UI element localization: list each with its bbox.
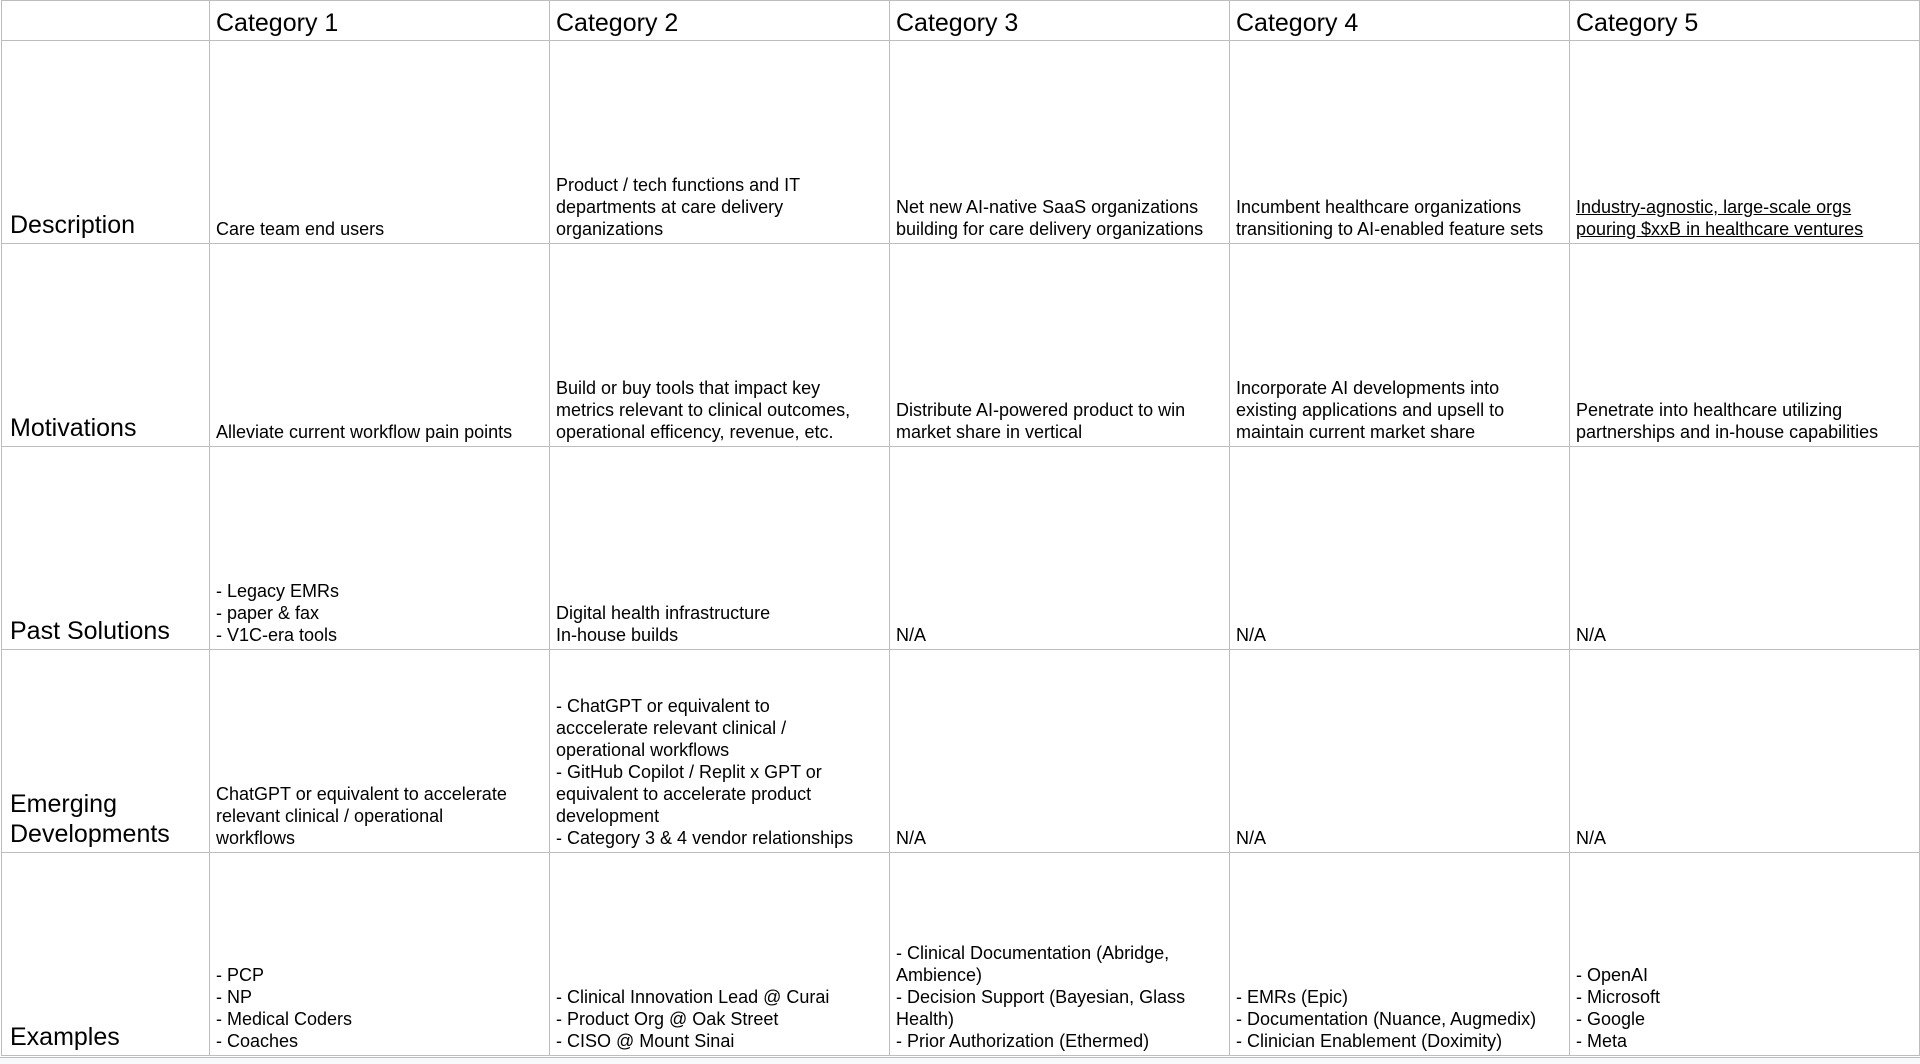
column-header-category-4[interactable]: Category 4 — [1230, 1, 1570, 41]
column-header-category-2[interactable]: Category 2 — [550, 1, 890, 41]
cell-motivations-category-1[interactable]: Alleviate current workflow pain points — [210, 244, 550, 447]
cell-emerging-developments-category-2[interactable]: - ChatGPT or equivalent to acccelerate relevant clinical / operational workflows - GitHub Copilot / Replit x GPT or equivalent to accelerate product development - Category 3 & 4 vendor relationships — [550, 650, 890, 853]
cell-emerging-developments-category-4[interactable]: N/A — [1230, 650, 1570, 853]
cell-past-solutions-category-4[interactable]: N/A — [1230, 447, 1570, 650]
row-label-emerging-developments[interactable]: Emerging Developments — [2, 650, 210, 853]
row-description — [2, 41, 1920, 244]
cell-description-category-2[interactable]: Product / tech functions and IT departments at care delivery organizations — [550, 41, 890, 244]
cell-description-category-1[interactable]: Care team end users — [210, 41, 550, 244]
cell-emerging-developments-category-1[interactable]: ChatGPT or equivalent to accelerate relevant clinical / operational workflows — [210, 650, 550, 853]
spreadsheet-grid — [1, 0, 1920, 1056]
link-text[interactable]: Industry-agnostic, large-scale orgs pouring $xxB in healthcare ventures — [1576, 197, 1864, 239]
cell-past-solutions-category-2[interactable]: Digital health infrastructure In-house builds — [550, 447, 890, 650]
row-label-past-solutions[interactable]: Past Solutions — [2, 447, 210, 650]
cell-examples-category-2[interactable]: - Clinical Innovation Lead @ Curai - Product Org @ Oak Street - CISO @ Mount Sinai — [550, 853, 890, 1056]
cell-description-category-4[interactable]: Incumbent healthcare organizations transitioning to AI-enabled feature sets — [1230, 41, 1570, 244]
cell-motivations-category-2[interactable]: Build or buy tools that impact key metrics relevant to clinical outcomes, operational efficency, revenue, etc. — [550, 244, 890, 447]
cell-emerging-developments-category-3[interactable]: N/A — [890, 650, 1230, 853]
cell-past-solutions-category-5[interactable]: N/A — [1570, 447, 1920, 650]
cell-past-solutions-category-1[interactable]: - Legacy EMRs - paper & fax - V1C-era tools — [210, 447, 550, 650]
cell-description-category-3[interactable]: Net new AI-native SaaS organizations building for care delivery organizations — [890, 41, 1230, 244]
row-motivations — [2, 244, 1920, 447]
corner-cell[interactable] — [2, 1, 210, 41]
cell-examples-category-3[interactable]: - Clinical Documentation (Abridge, Ambience) - Decision Support (Bayesian, Glass Health) - Prior Authorization (Ethermed) — [890, 853, 1230, 1056]
row-label-motivations[interactable]: Motivations — [2, 244, 210, 447]
row-emerging-developments — [2, 650, 1920, 853]
cell-past-solutions-category-3[interactable]: N/A — [890, 447, 1230, 650]
row-label-examples[interactable]: Examples — [2, 853, 210, 1056]
column-header-category-3[interactable]: Category 3 — [890, 1, 1230, 41]
cell-examples-category-1[interactable]: - PCP - NP - Medical Coders - Coaches — [210, 853, 550, 1056]
cell-motivations-category-5[interactable]: Penetrate into healthcare utilizing partnerships and in-house capabilities — [1570, 244, 1920, 447]
cell-examples-category-5[interactable]: - OpenAI - Microsoft - Google - Meta — [1570, 853, 1920, 1056]
cell-emerging-developments-category-5[interactable]: N/A — [1570, 650, 1920, 853]
row-past-solutions — [2, 447, 1920, 650]
cell-description-category-5[interactable] — [1570, 41, 1920, 244]
header-row — [2, 1, 1920, 41]
row-label-description[interactable]: Description — [2, 41, 210, 244]
column-header-category-1[interactable]: Category 1 — [210, 1, 550, 41]
cell-motivations-category-4[interactable]: Incorporate AI developments into existing applications and upsell to maintain current market share — [1230, 244, 1570, 447]
cell-motivations-category-3[interactable]: Distribute AI-powered product to win market share in vertical — [890, 244, 1230, 447]
cell-examples-category-4[interactable]: - EMRs (Epic) - Documentation (Nuance, Augmedix) - Clinician Enablement (Doximity) — [1230, 853, 1570, 1056]
row-examples — [2, 853, 1920, 1056]
column-header-category-5[interactable]: Category 5 — [1570, 1, 1920, 41]
